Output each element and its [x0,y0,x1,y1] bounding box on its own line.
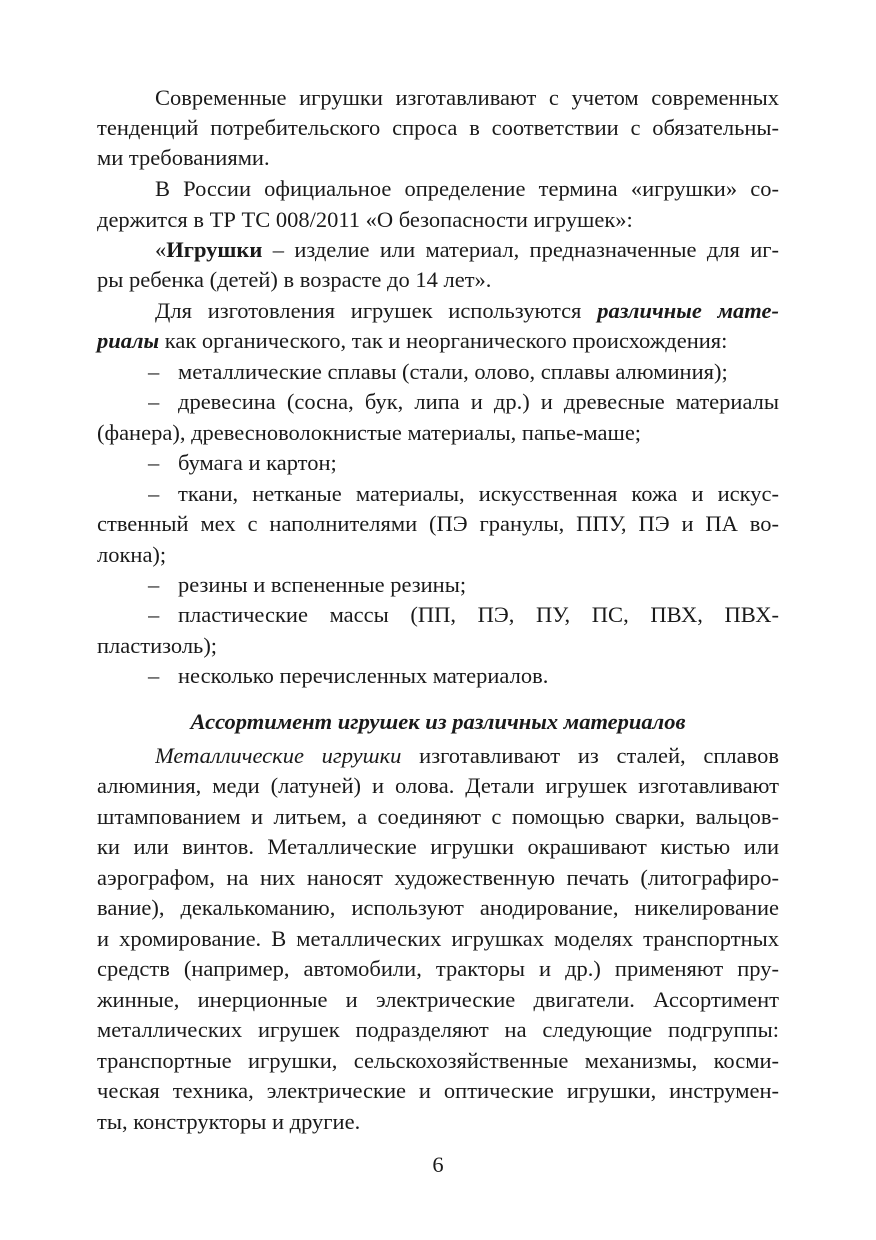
definition-text: – изделие или материал, предназначенные для иг- [262,237,779,262]
dash-bullet: – [148,450,160,475]
text-line: вание), декалькоманию, используют анодирование, никелирование [97,895,779,920]
text-line: (фанера), древесноволокнистые материалы, папье-маше; [97,420,642,445]
list-item [148,449,779,477]
text-span: Для изготовления игрушек используются [155,298,598,323]
list-item-text: древесина (сосна, бук, липа и др.) и древесные материалы [178,389,779,414]
dash-bullet: – [148,602,160,627]
text-line: средств (например, автомобили, тракторы и др.) применяют пру- [97,956,779,981]
emphasis-text: риалы [97,328,160,353]
text-line [97,327,779,355]
list-item [148,571,779,599]
text-line: тенденций потребительского спроса в соответствии с обязательны- [97,115,779,140]
list-item-text: резины и вспененные резины; [178,572,467,597]
text-line [155,742,779,770]
list-item-text: металлические сплавы (стали, олово, сплавы алюминия); [178,359,728,384]
text-line: и хромирование. В металлических игрушках моделях транспортных [97,926,779,951]
page-number: 6 [432,1152,444,1177]
dash-bullet: – [148,481,160,506]
text-line: алюминия, меди (латуней) и олова. Детали игрушек изготавливают [97,773,779,798]
text-line: ственный мех с наполнителями (ПЭ гранулы, ППУ, ПЭ и ПА во- [97,511,779,536]
text-line [155,297,779,325]
text-span: изготавливают из сталей, сплавов [401,743,779,768]
text-line: жинные, инерционные и электрические двигатели. Ассортимент [97,987,779,1012]
section-heading: Ассортимент игрушек из различных материалов [190,709,686,734]
text-span: как органического, так и неорганического происхождения: [159,328,728,353]
text-line: В России официальное определение термина «игрушки» со- [155,176,779,201]
list-item [148,358,779,386]
dash-bullet: – [148,359,160,384]
text-line: локна); [97,542,167,567]
list-item-text: пластические массы (ПП, ПЭ, ПУ, ПС, ПВХ, ПВХ- [178,602,779,627]
emphasis-text: Металлические игрушки [155,743,402,768]
emphasis-text: различные мате- [597,298,779,323]
text-line: Современные игрушки изготавливают с учетом современных [155,85,779,110]
text-line: ми требованиями. [97,145,270,170]
text-line: ческая техника, электрические и оптические игрушки, инструмен- [97,1078,779,1103]
list-item [148,480,779,508]
text-line: держится в ТР ТС 008/2011 «О безопасности игрушек»: [97,207,633,232]
dash-bullet: – [148,389,160,414]
text-line: транспортные игрушки, сельскохозяйственные механизмы, косми- [97,1048,779,1073]
quote-open: « [155,237,167,262]
text-line: аэрографом, на них наносят художественную печать (литографиро- [97,865,779,890]
text-line: ки или винтов. Металлические игрушки окрашивают кистью или [97,834,779,859]
list-item [148,388,779,416]
list-item-text: ткани, нетканые материалы, искусственная кожа и искус- [178,481,779,506]
dash-bullet: – [148,572,160,597]
text-line: металлических игрушек подразделяют на следующие подгруппы: [97,1017,779,1042]
text-line: ры ребенка (детей) в возрасте до 14 лет». [97,267,492,292]
list-item [148,601,779,629]
dash-bullet: – [148,663,160,688]
text-line: пластизоль); [97,633,218,658]
list-item [148,662,779,690]
text-line: штампованием и литьем, а соединяют с помощью сварки, вальцов- [97,804,779,829]
list-item-text: несколько перечисленных материалов. [178,663,549,688]
definition-line [155,236,779,264]
text-line: ты, конструкторы и другие. [97,1109,361,1134]
term-bold: Игрушки [166,237,263,262]
list-item-text: бумага и картон; [178,450,337,475]
